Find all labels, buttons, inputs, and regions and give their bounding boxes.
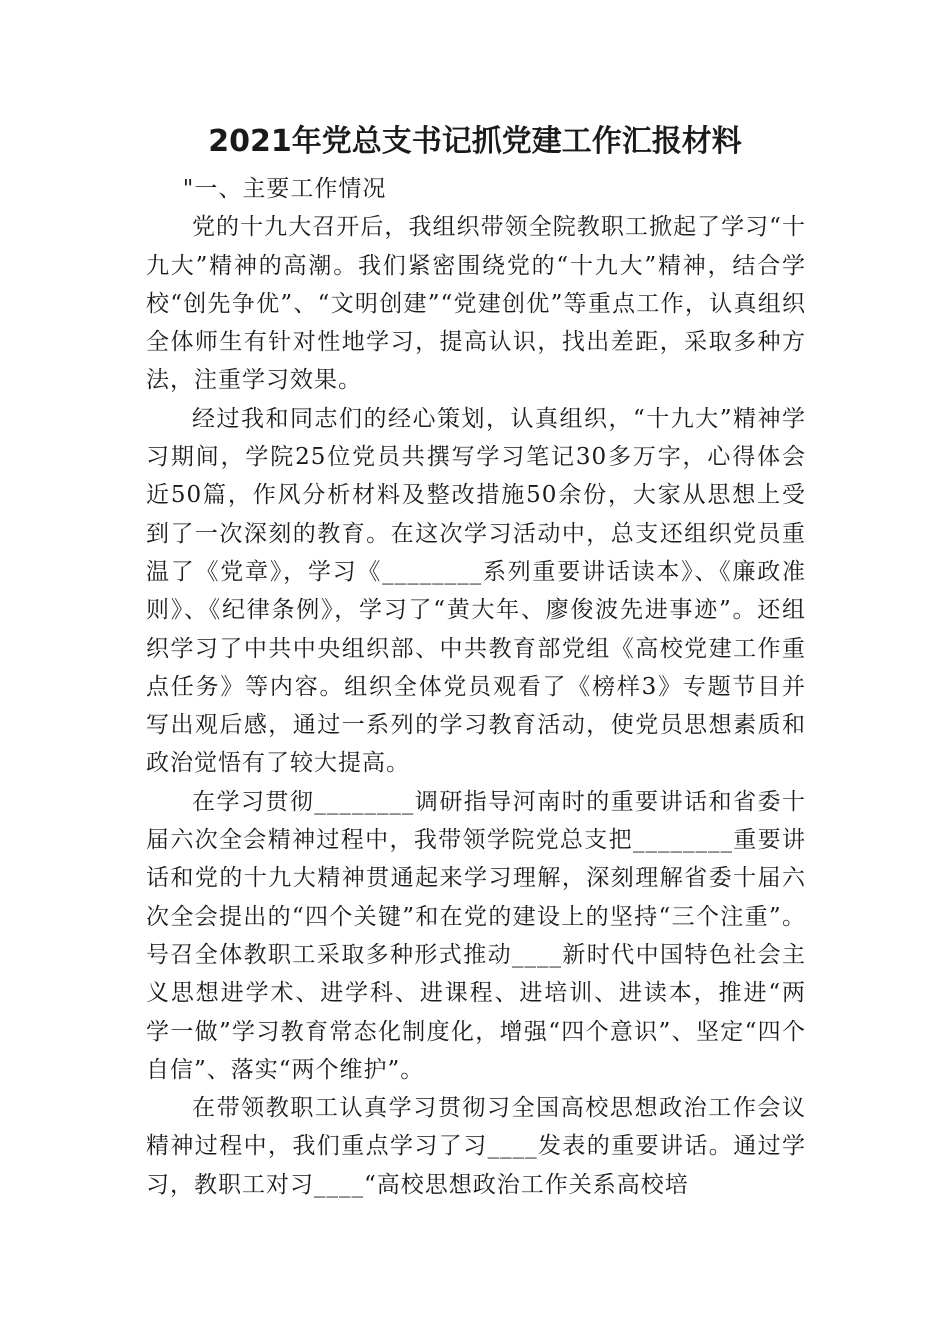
paragraph-4: 在带领教职工认真学习贯彻习全国高校思想政治工作会议精神过程中，我们重点学习了习____发表的重要讲话。通过学习，教职工对习____“高校思想政治工作关系高校培 [146, 1095, 806, 1198]
paragraph-2: 经过我和同志们的经心策划，认真组织，“十九大”精神学习期间，学院25位党员共撰写学习笔记30多万字，心得体会近50篇，作风分析材料及整改措施50余份，大家从思想上受到了一次深刻的教育。在这次学习活动中，总支还组织党员重温了《党章》，学习《________系列重要讲话读本》、《廉政准则》、《纪律条例》，学习了“黄大年、廖俊波先进事迹”。还组织学习了中共中央组织部、中共教育部党组《高校党建工作重点任务》等内容。组织全体党员观看了《榜样3》专题节目并写出观后感，通过一系列的学习教育活动，使党员思想素质和政治觉悟有了较大提高。 [146, 405, 806, 777]
section-heading: "一、主要工作情况 [182, 176, 387, 202]
paragraph-3: 在学习贯彻________调研指导河南时的重要讲话和省委十届六次全会精神过程中，我带领学院党总支把________重要讲话和党的十九大精神贯通起来学习理解，深刻理解省委十届六次全会提出的“四个关键”和在党的建设上的坚持“三个注重”。号召全体教职工采取多种形式推动____新时代中国特色社会主义思想进学术、进学科、进课程、进培训、进读本，推进“两学一做”学习教育常态化制度化，增强“四个意识”、坚定“四个自信”、落实“两个维护”。 [146, 788, 806, 1083]
paragraph-1: 党的十九大召开后，我组织带领全院教职工掀起了学习“十九大”精神的高潮。我们紧密围绕党的“十九大”精神，结合学校“创先争优”、“文明创建”“党建创优”等重点工作，认真组织全体师生有针对性地学习，提高认识，找出差距，采取多种方法，注重学习效果。 [146, 214, 806, 394]
document-body [146, 170, 806, 1204]
document-title: 2021年党总支书记抓党建工作汇报材料 [208, 124, 742, 159]
